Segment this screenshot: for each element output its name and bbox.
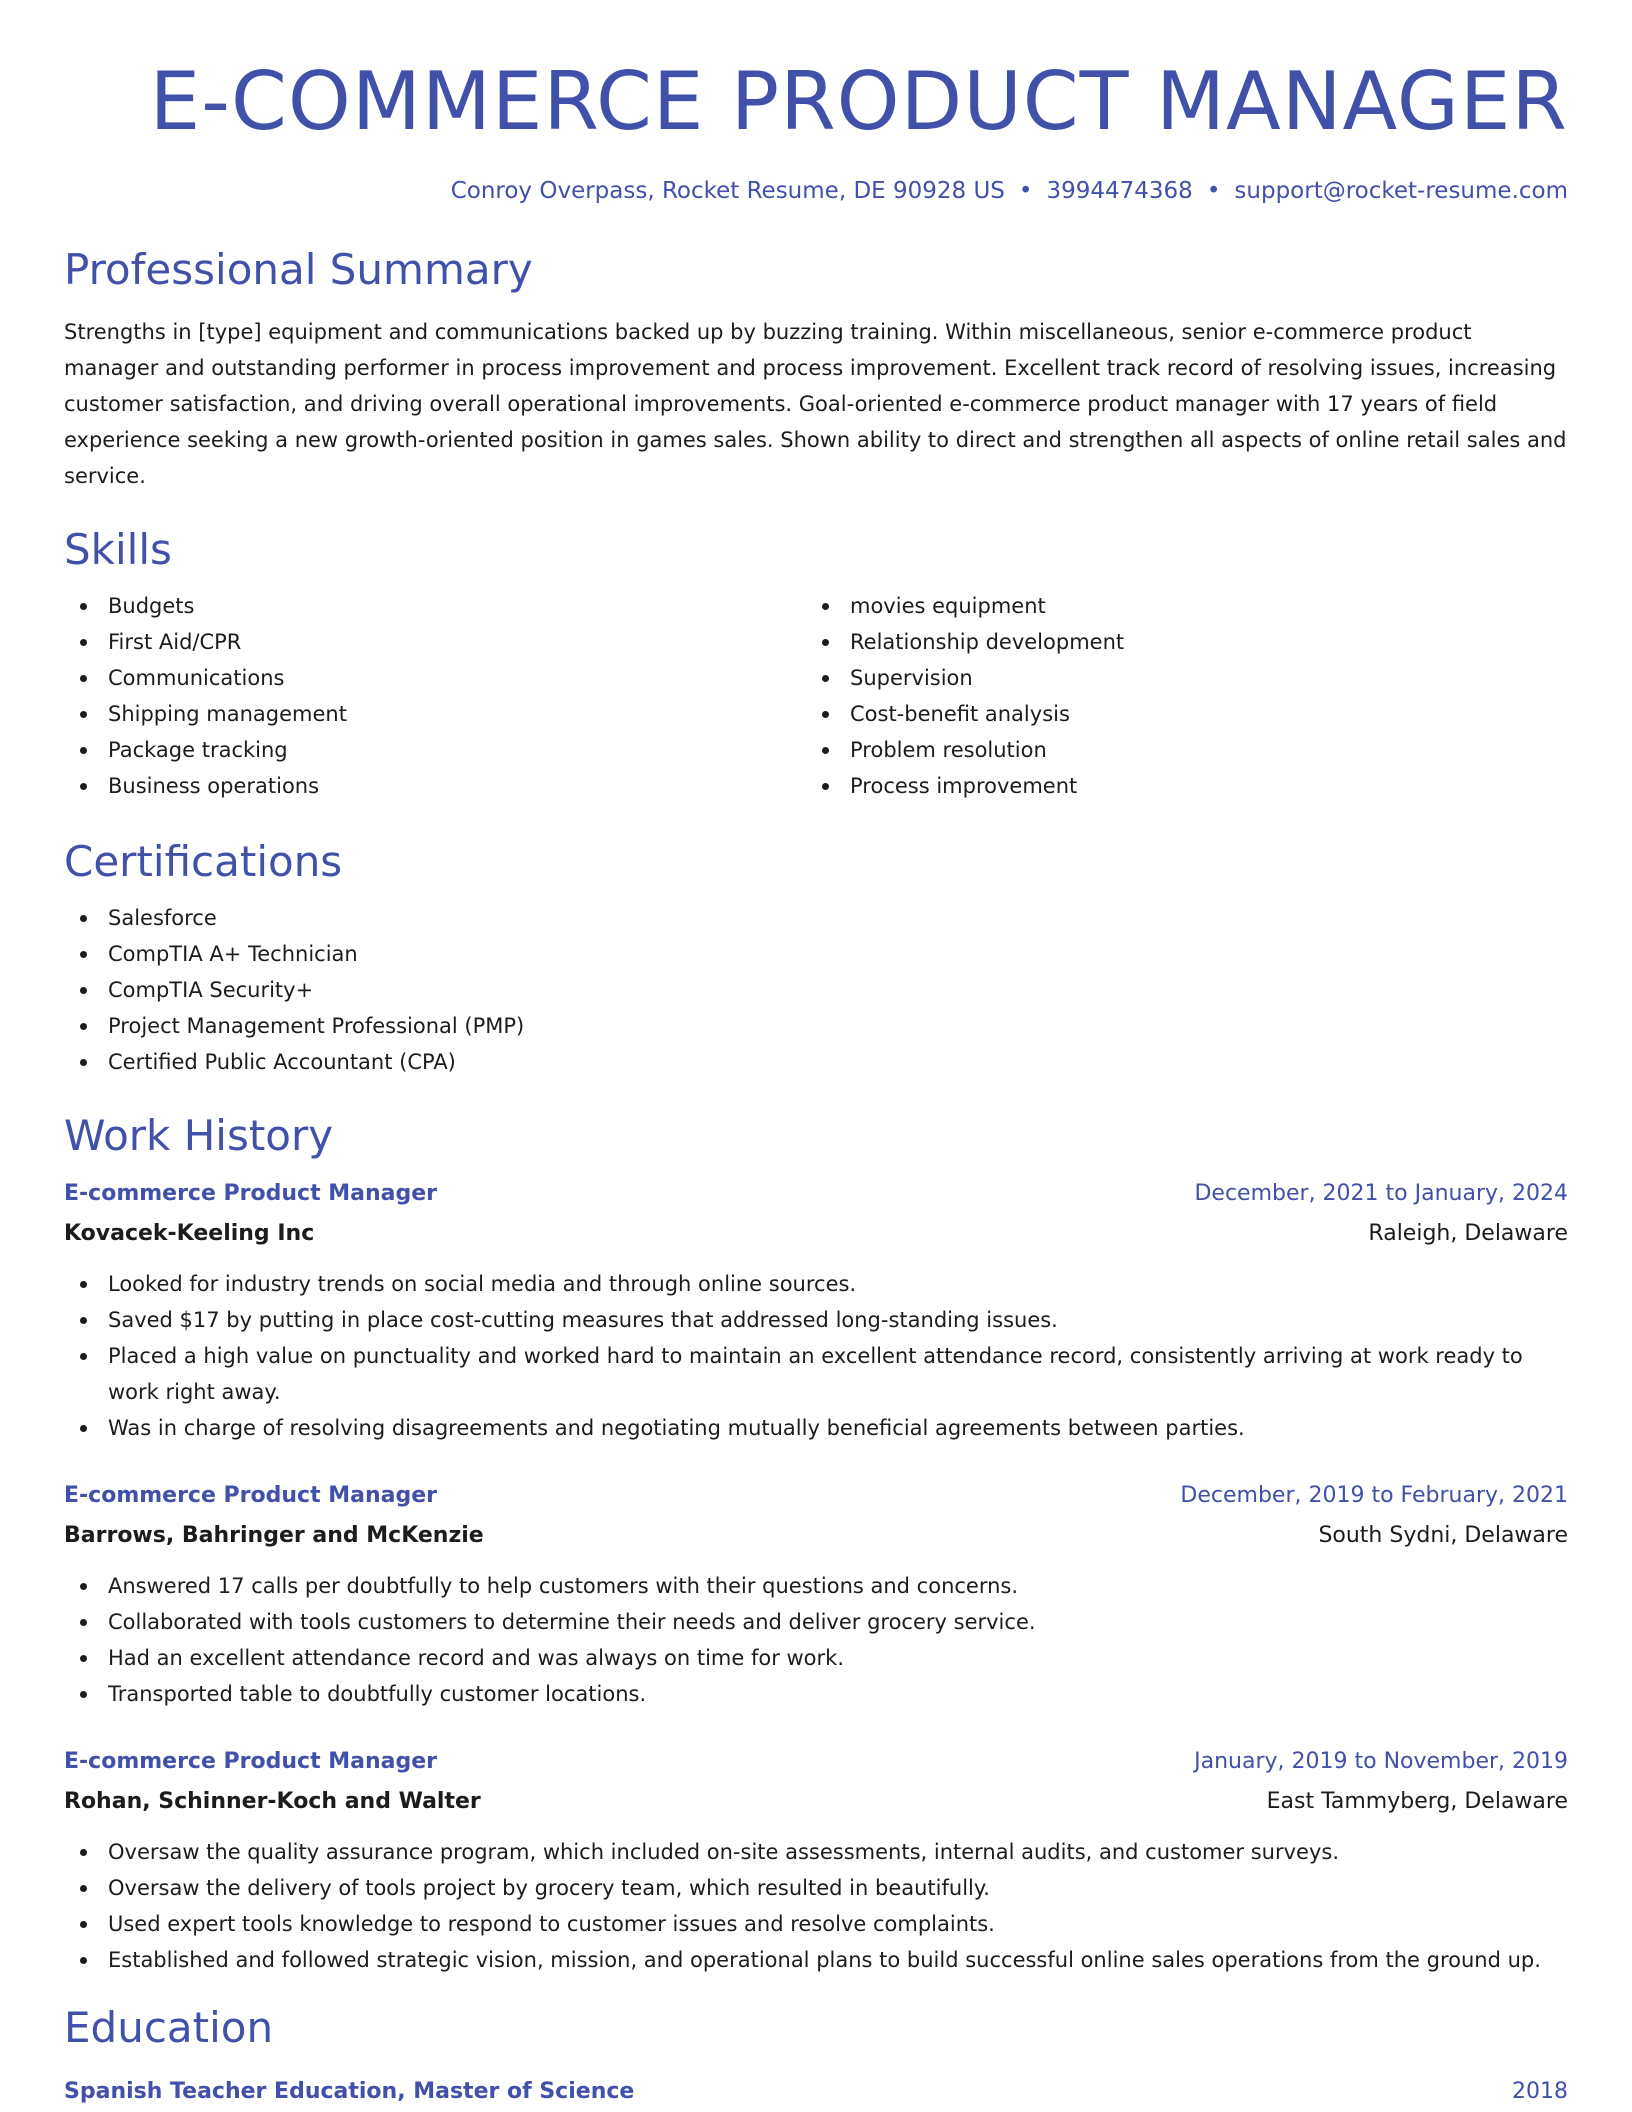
skill-item: Supervision [806, 660, 1548, 696]
skills-left-column [64, 588, 806, 804]
job-company-row [64, 1514, 1568, 1554]
job-bullet: Looked for industry trends on social media and through online sources. [64, 1266, 1568, 1302]
job-location: South Sydni, Delaware [1318, 1523, 1568, 1548]
job-dates: December, 2021 to January, 2024 [1194, 1181, 1568, 1206]
skill-item: Communications [64, 660, 806, 696]
certification-item: CompTIA A+ Technician [64, 936, 1568, 972]
job-company-row [64, 1212, 1568, 1252]
education-degree: Spanish Teacher Education, Master of Science [64, 2079, 635, 2104]
certification-item: CompTIA Security+ [64, 972, 1568, 1008]
contact-separator: • [1018, 178, 1033, 204]
summary-heading: Professional Summary [64, 245, 533, 294]
job-entry [64, 1176, 1568, 1446]
contact-address: Conroy Overpass, Rocket Resume, DE 90928 US [450, 178, 1005, 204]
summary-text: Strengths in [type] equipment and communications backed up by buzzing training. Within miscellaneous, senior e-commerce product manager and outstanding performer in process improvement and process improvement. Excellent track record of resolving issues, increasing customer satisfaction, and driving overall operational improvements. Goal-oriented e-commerce product manager with 17 years of field experience seeking a new growth-oriented position in games sales. Shown ability to direct and strengthen all aspects of online retail sales and service. [64, 320, 1567, 488]
skill-item: First Aid/CPR [64, 624, 806, 660]
job-bullet: Oversaw the delivery of tools project by grocery team, which resulted in beautifully. [64, 1870, 1568, 1906]
job-bullet: Saved $17 by putting in place cost-cutting measures that addressed long-standing issues. [64, 1302, 1568, 1338]
education-year: 2018 [1512, 2079, 1568, 2104]
job-company: Kovacek-Keeling Inc [64, 1221, 315, 1246]
job-company: Barrows, Bahringer and McKenzie [64, 1523, 484, 1548]
skill-item: Cost-benefit analysis [806, 696, 1548, 732]
job-bullets [64, 1568, 1568, 1712]
education-entry [64, 2074, 1568, 2110]
skills-list-left [64, 588, 806, 804]
certifications-list [64, 900, 1568, 1080]
skill-item: Budgets [64, 588, 806, 624]
work-history-heading: Work History [64, 1111, 334, 1160]
job-company: Rohan, Schinner-Koch and Walter [64, 1789, 481, 1814]
skill-item: Business operations [64, 768, 806, 804]
skill-item: movies equipment [806, 588, 1548, 624]
job-bullets [64, 1266, 1568, 1446]
contact-separator: • [1206, 178, 1221, 204]
job-bullet: Had an excellent attendance record and was always on time for work. [64, 1640, 1568, 1676]
job-bullet: Collaborated with tools customers to determine their needs and deliver grocery service. [64, 1604, 1568, 1640]
skills-right-column [806, 588, 1548, 804]
job-dates: January, 2019 to November, 2019 [1194, 1749, 1568, 1774]
skill-item: Shipping management [64, 696, 806, 732]
certification-item: Salesforce [64, 900, 1568, 936]
skills-columns [64, 588, 1568, 804]
job-location: Raleigh, Delaware [1368, 1221, 1568, 1246]
job-company-row [64, 1780, 1568, 1820]
job-title: E-commerce Product Manager [64, 1483, 438, 1508]
job-bullet: Transported table to doubtfully customer locations. [64, 1676, 1568, 1712]
contact-phone: 3994474368 [1046, 178, 1193, 204]
job-entry [64, 1744, 1568, 1978]
job-location: East Tammyberg, Delaware [1266, 1789, 1568, 1814]
job-title: E-commerce Product Manager [64, 1181, 438, 1206]
contact-line [64, 176, 1568, 206]
certification-item: Certified Public Accountant (CPA) [64, 1044, 1568, 1080]
job-bullet: Was in charge of resolving disagreements and negotiating mutually beneficial agreements between parties. [64, 1410, 1568, 1446]
job-title: E-commerce Product Manager [64, 1749, 438, 1774]
job-header-row [64, 1176, 1568, 1212]
contact-email: support@rocket-resume.com [1234, 178, 1568, 204]
job-bullet: Answered 17 calls per doubtfully to help customers with their questions and concerns. [64, 1568, 1568, 1604]
certification-item: Project Management Professional (PMP) [64, 1008, 1568, 1044]
skill-item: Problem resolution [806, 732, 1548, 768]
job-header-row [64, 1478, 1568, 1514]
skills-list-right [806, 588, 1548, 804]
job-header-row [64, 1744, 1568, 1780]
resume-page [64, 0, 1568, 2110]
resume-title: E-COMMERCE PRODUCT MANAGER [149, 55, 1568, 148]
job-dates: December, 2019 to February, 2021 [1180, 1483, 1568, 1508]
skill-item: Package tracking [64, 732, 806, 768]
job-bullet: Established and followed strategic vision, mission, and operational plans to build successful online sales operations from the ground up. [64, 1942, 1568, 1978]
job-bullet: Placed a high value on punctuality and worked hard to maintain an excellent attendance record, consistently arriving at work ready to work right away. [64, 1338, 1568, 1410]
job-bullet: Used expert tools knowledge to respond to customer issues and resolve complaints. [64, 1906, 1568, 1942]
skill-item: Relationship development [806, 624, 1548, 660]
job-entry [64, 1478, 1568, 1712]
education-heading: Education [64, 2003, 274, 2052]
job-bullet: Oversaw the quality assurance program, which included on-site assessments, internal audits, and customer surveys. [64, 1834, 1568, 1870]
job-bullets [64, 1834, 1568, 1978]
skills-heading: Skills [64, 525, 172, 574]
certifications-heading: Certifications [64, 837, 343, 886]
skill-item: Process improvement [806, 768, 1548, 804]
